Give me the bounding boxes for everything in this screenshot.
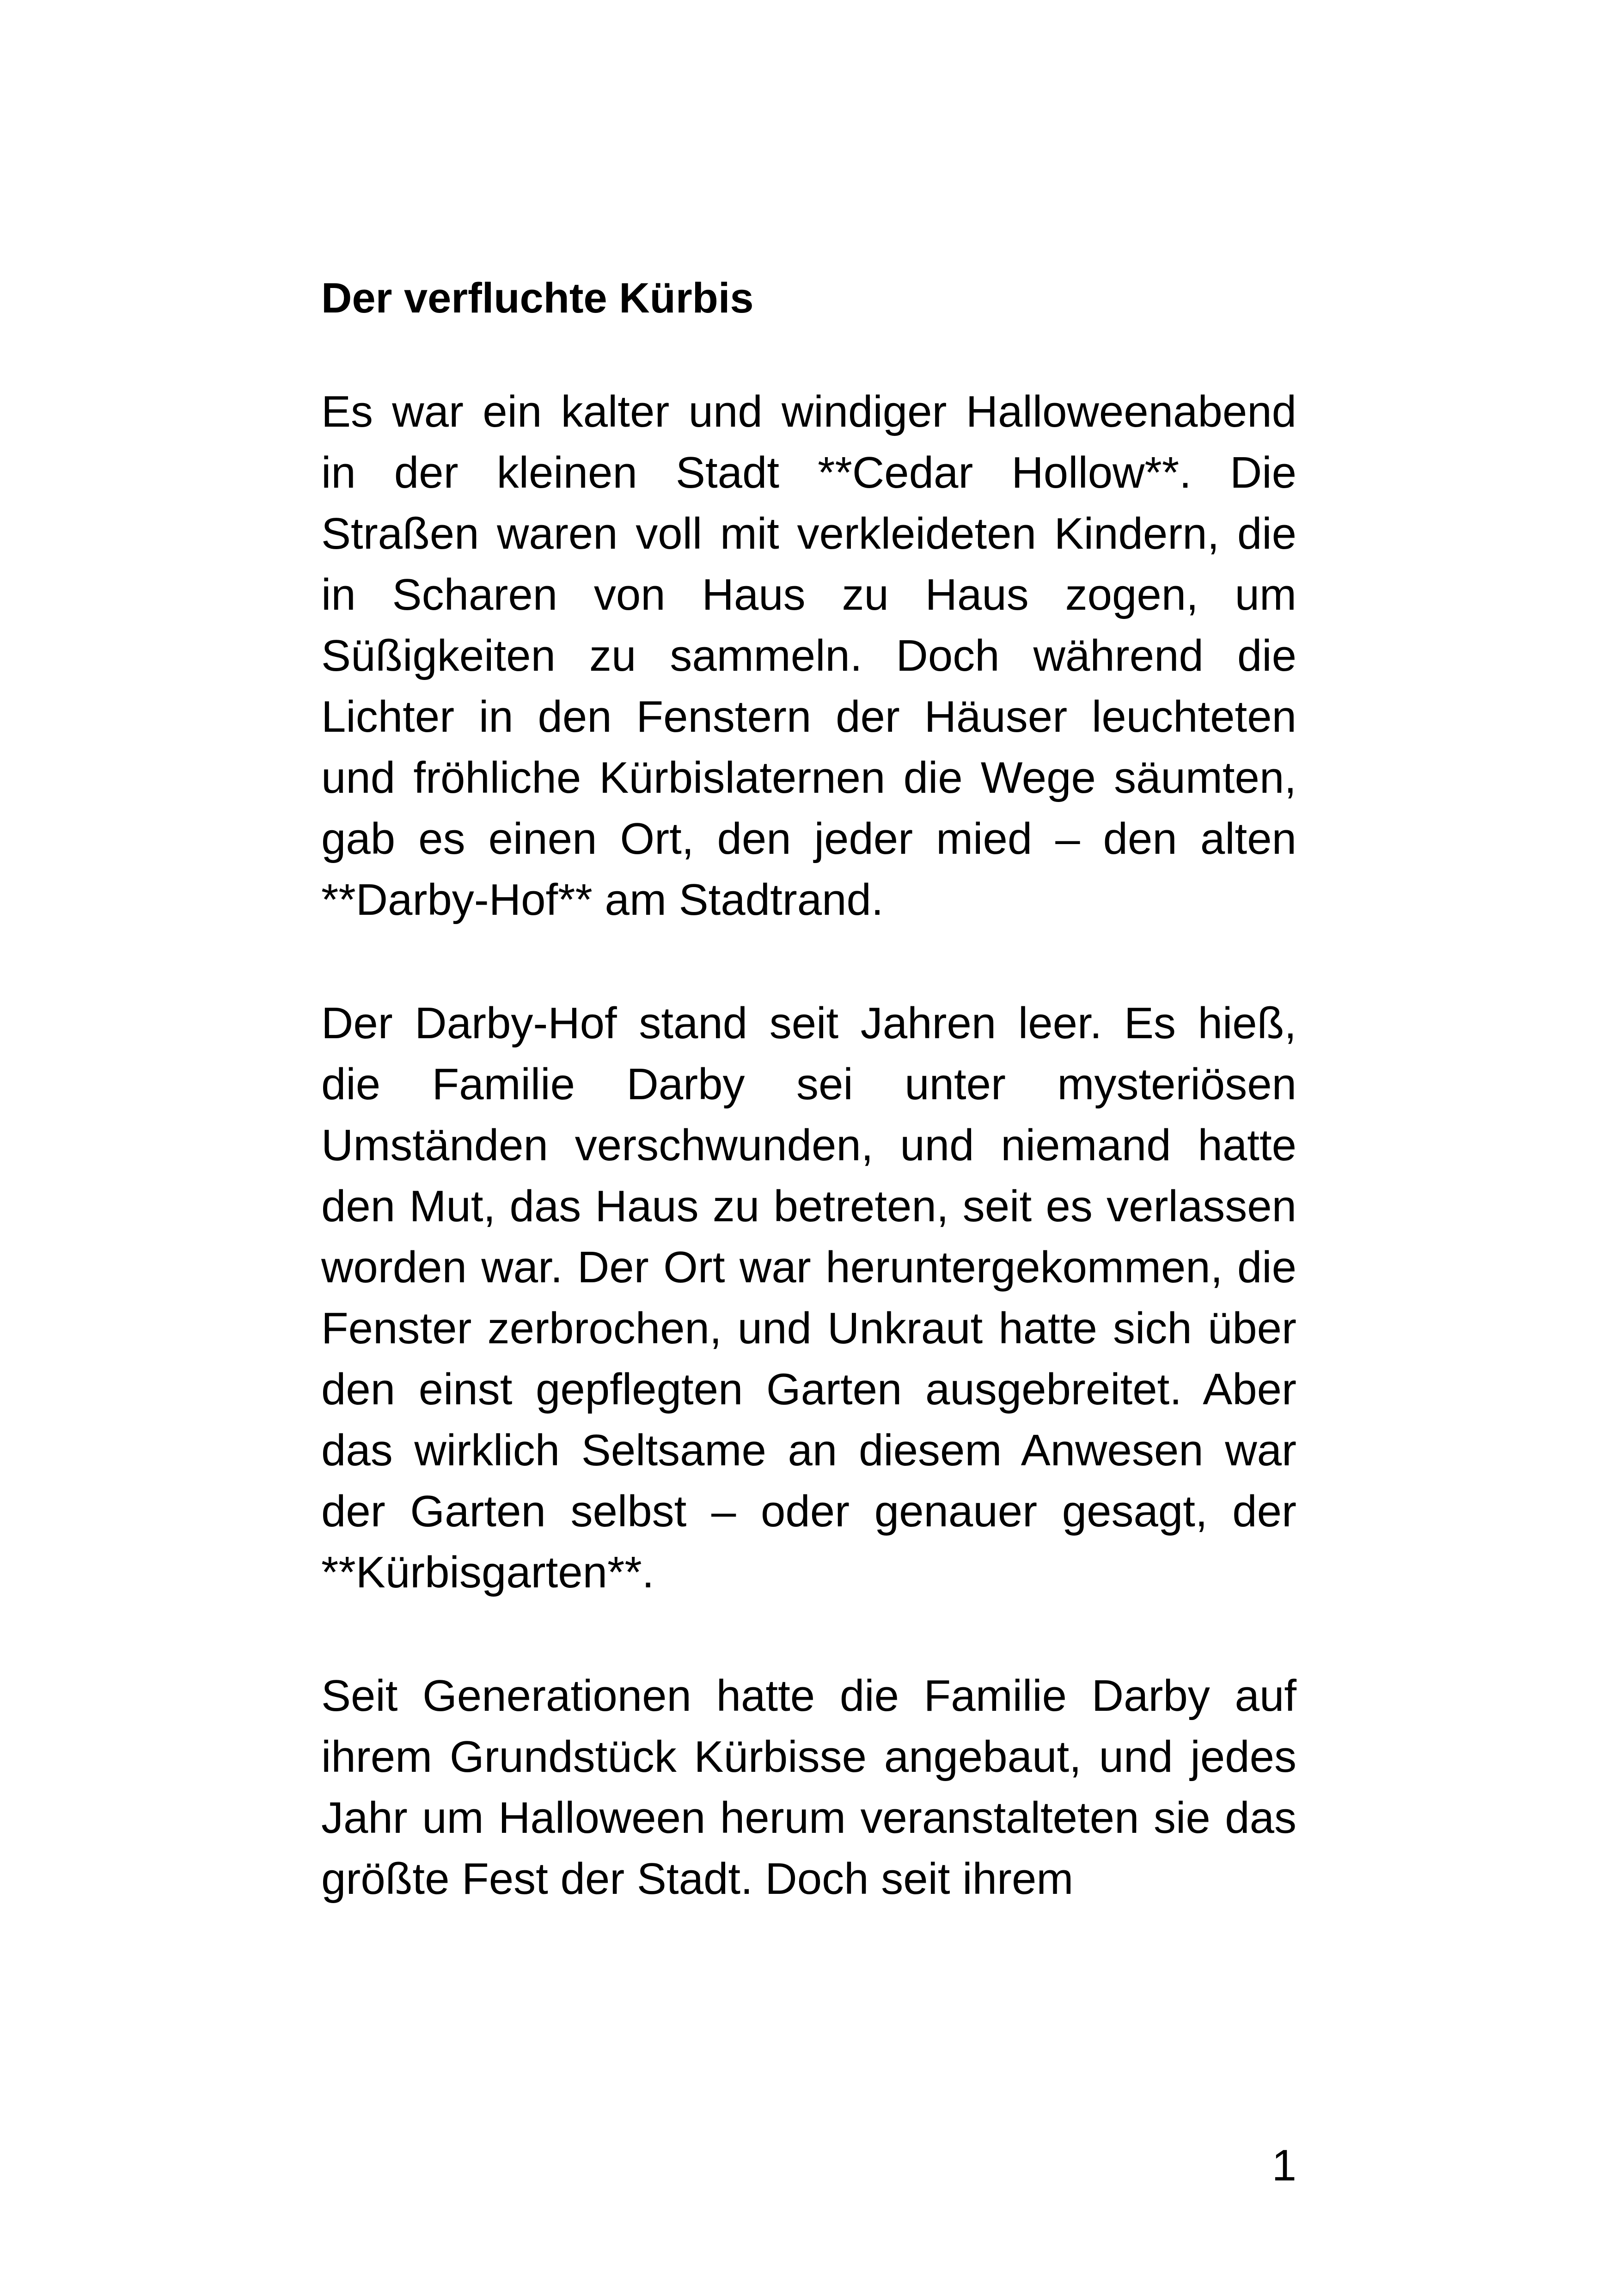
document-title: Der verfluchte Kürbis	[321, 275, 754, 322]
page-content	[321, 273, 1296, 1910]
paragraph-1: Es war ein kalter und windiger Halloweenabend in der kleinen Stadt **Cedar Hollow**. Die Straßen waren voll mit verkleideten Kindern, die in Scharen von Haus zu Haus zogen, um Süßigkeiten zu sammeln. Doch während die Lichter in den Fenstern der Häuser leuchteten und fröhliche Kürbislaternen die Wege säumten, gab es einen Ort, den jeder mied – den alten **Darby-Hof** am Stadtrand.	[321, 387, 1296, 925]
paragraph-3: Seit Generationen hatte die Familie Darby auf ihrem Grundstück Kürbisse angebaut, und jedes Jahr um Halloween herum veranstalteten sie das größte Fest der Stadt. Doch seit ihrem	[321, 1671, 1296, 1904]
paragraph-2: Der Darby-Hof stand seit Jahren leer. Es hieß, die Familie Darby sei unter mysteriösen Umständen verschwunden, und niemand hatte den Mut, das Haus zu betreten, seit es verlassen worden war. Der Ort war heruntergekommen, die Fenster zerbrochen, und Unkraut hatte sich über den einst gepflegten Garten ausgebreitet. Aber das wirklich Seltsame an diesem Anwesen war der Garten selbst – oder genauer gesagt, der **Kürbisgarten**.	[321, 998, 1296, 1598]
page-number: 1	[1272, 2141, 1296, 2190]
